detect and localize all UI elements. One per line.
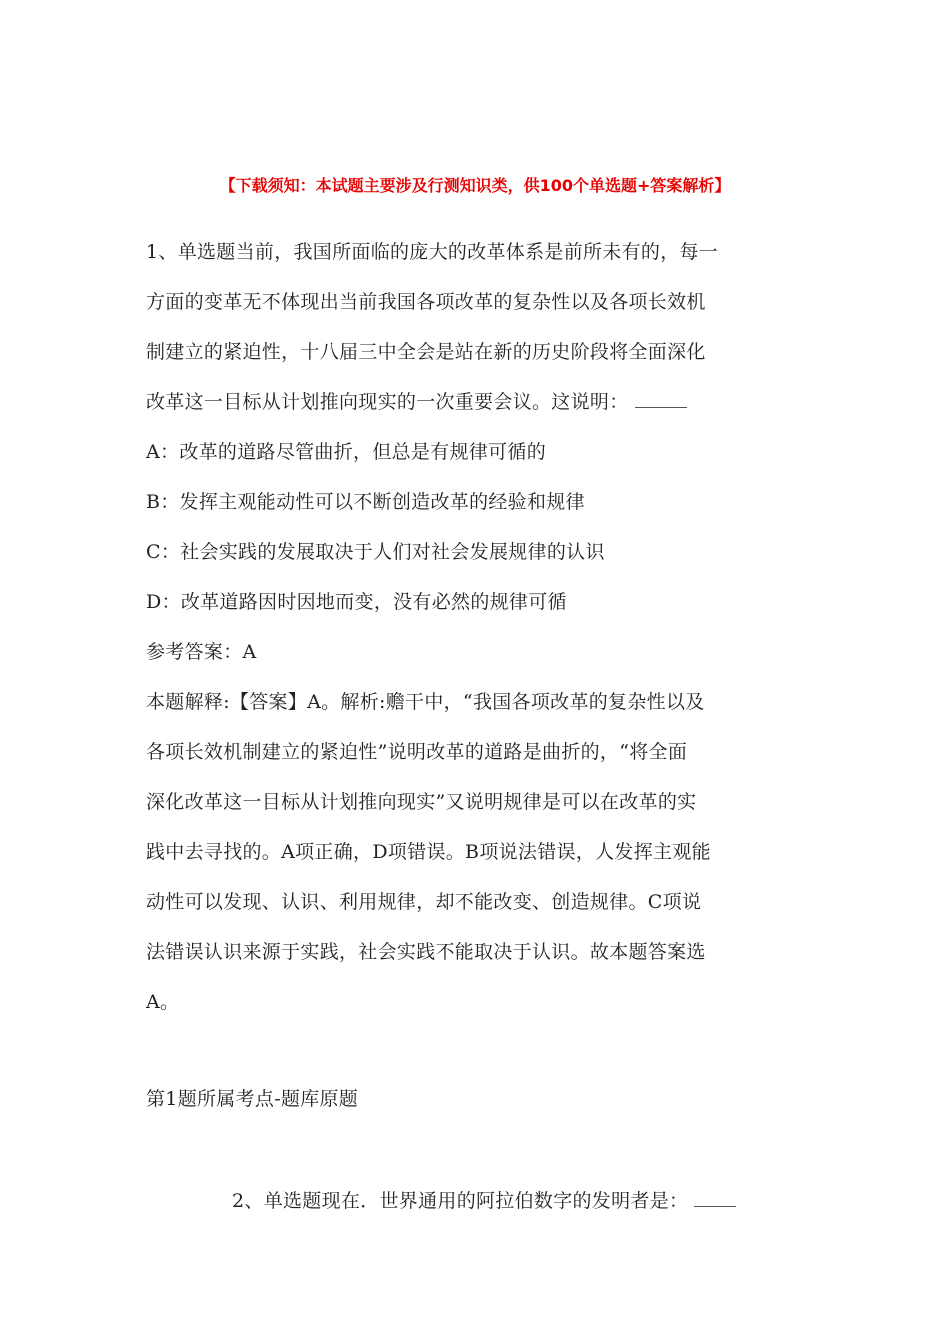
q1-option-c: C：社会实践的发展取决于人们对社会发展规律的认识 [146,541,605,563]
q2-stem-text: 2、单选题现在．世界通用的阿拉伯数字的发明者是： [232,1190,689,1212]
q1-stem-line-3: 制建立的紧迫性，十八届三中全会是站在新的历史阶段将全面深化 [146,341,706,363]
q1-option-b: B：发挥主观能动性可以不断创造改革的经验和规律 [146,491,585,513]
q1-answer: 参考答案：A [146,641,257,663]
q1-explanation-line-2: 各项长效机制建立的紧迫性”说明改革的道路是曲折的，“将全面 [146,741,688,763]
q1-stem-line-4-text: 改革这一目标从计划推向现实的一次重要会议。这说明： [146,391,629,413]
q1-explanation-line-3: 深化改革这一目标从计划推向现实”又说明规律是可以在改革的实 [146,791,697,813]
q1-explanation-line-6: 法错误认识来源于实践，社会实践不能取决于认识。故本题答案选 [146,941,706,963]
q1-stem-line-1: 1、单选题当前，我国所面临的庞大的改革体系是前所未有的，每一 [146,241,719,263]
answer-blank [694,1192,736,1207]
q1-topic: 第1题所属考点-题库原题 [146,1088,359,1110]
q2-stem [232,1186,812,1216]
q1-stem-line-4 [146,387,806,417]
q1-explanation-line-7: A。 [146,991,180,1013]
q1-option-d: D：改革道路因时因地而变，没有必然的规律可循 [146,591,567,613]
q1-stem-line-2: 方面的变革无不体现出当前我国各项改革的复杂性以及各项长效机 [146,291,706,313]
download-notice: 【下载须知：本试题主要涉及行测知识类，供100个单选题+答案解析】 [219,176,731,195]
q1-explanation-line-1: 本题解释:【答案】A。解析:赡干中，“我国各项改革的复杂性以及 [146,691,705,713]
q1-option-a: A：改革的道路尽管曲折，但总是有规律可循的 [146,441,547,463]
q1-explanation-line-4: 践中去寻找的。A项正确，D项错误。B项说法错误，人发挥主观能 [146,841,711,863]
q1-explanation-line-5: 动性可以发现、认识、利用规律，却不能改变、创造规律。C项说 [146,891,702,913]
answer-blank [635,393,687,408]
